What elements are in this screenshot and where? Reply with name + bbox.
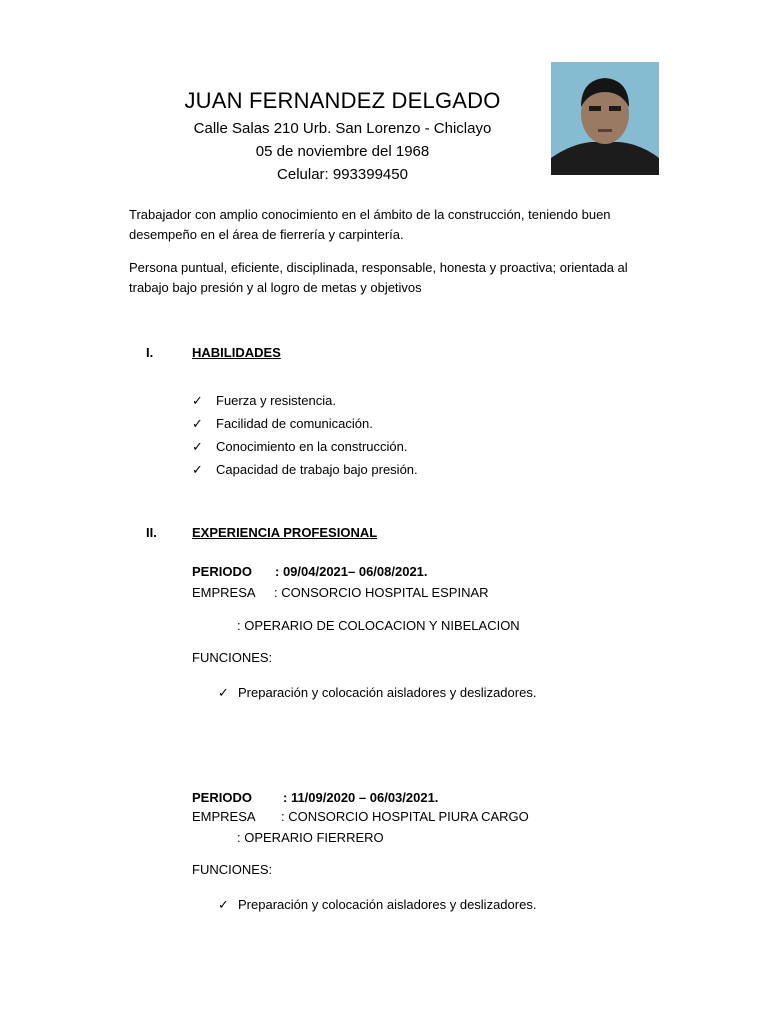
job-1-function-item: ✓ Preparación y colocación aisladores y deslizadores.	[218, 685, 537, 700]
job-2-role: : OPERARIO FIERRERO	[237, 830, 384, 845]
job-1-period-value: : 09/04/2021– 06/08/2021.	[275, 564, 428, 579]
job-1-period-label: PERIODO	[192, 564, 252, 579]
address: Calle Salas 210 Urb. San Lorenzo - Chiclayo	[193, 120, 492, 137]
job-1-company-value: : CONSORCIO HOSPITAL ESPINAR	[274, 585, 489, 600]
list-item: ✓ Capacidad de trabajo bajo presión.	[192, 462, 418, 477]
summary-paragraph-2	[129, 258, 689, 298]
summary-p1-line2: desempeño en el área de fierrería y carpintería.	[129, 227, 404, 242]
list-item: ✓ Conocimiento en la construcción.	[192, 439, 408, 454]
checkmark-icon: ✓	[192, 439, 203, 454]
person-portrait-icon	[551, 62, 659, 175]
checkmark-icon: ✓	[192, 462, 203, 477]
section-2-title: EXPERIENCIA PROFESIONAL	[192, 525, 378, 540]
candidate-name: JUAN FERNANDEZ DELGADO	[184, 88, 501, 113]
list-item: ✓ Fuerza y resistencia.	[192, 393, 336, 408]
job-2-company-value: : CONSORCIO HOSPITAL PIURA CARGO	[281, 809, 529, 824]
summary-p2-line2: trabajo bajo presión y al logro de metas y objetivos	[129, 280, 422, 295]
job-2-function-item: ✓ Preparación y colocación aisladores y deslizadores.	[218, 897, 537, 912]
list-item: ✓ Facilidad de comunicación.	[192, 416, 373, 431]
profile-photo	[551, 62, 659, 175]
job-1-company-label: EMPRESA	[192, 585, 256, 600]
section-1-title: HABILIDADES	[192, 345, 281, 360]
summary-p2-line1: Persona puntual, eficiente, disciplinada, responsable, honesta y proactiva; orientada al	[129, 260, 628, 275]
job-2-period-value: : 11/09/2020 – 06/03/2021.	[283, 790, 439, 805]
phone-label: Celular:	[277, 166, 329, 183]
checkmark-icon: ✓	[218, 685, 229, 700]
summary-p1-line1: Trabajador con amplio conocimiento en el ámbito de la construcción, teniendo buen	[129, 207, 611, 222]
phone-line	[130, 166, 555, 183]
date-of-birth: 05 de noviembre del 1968	[255, 143, 430, 160]
checkmark-icon: ✓	[192, 393, 203, 408]
checkmark-icon: ✓	[192, 416, 203, 431]
job-2-period-label: PERIODO	[192, 790, 252, 805]
section-2-number: II.	[146, 525, 157, 540]
phone-value: 993399450	[332, 166, 408, 183]
checkmark-icon: ✓	[218, 897, 229, 912]
job-2-company-label: EMPRESA	[192, 809, 256, 824]
summary-paragraph-1	[129, 205, 689, 245]
job-1-role: : OPERARIO DE COLOCACION Y NIBELACION	[237, 618, 520, 633]
job-1-functions-label: FUNCIONES:	[192, 650, 273, 665]
section-1-number: I.	[146, 345, 154, 360]
job-2-functions-label: FUNCIONES:	[192, 862, 273, 877]
